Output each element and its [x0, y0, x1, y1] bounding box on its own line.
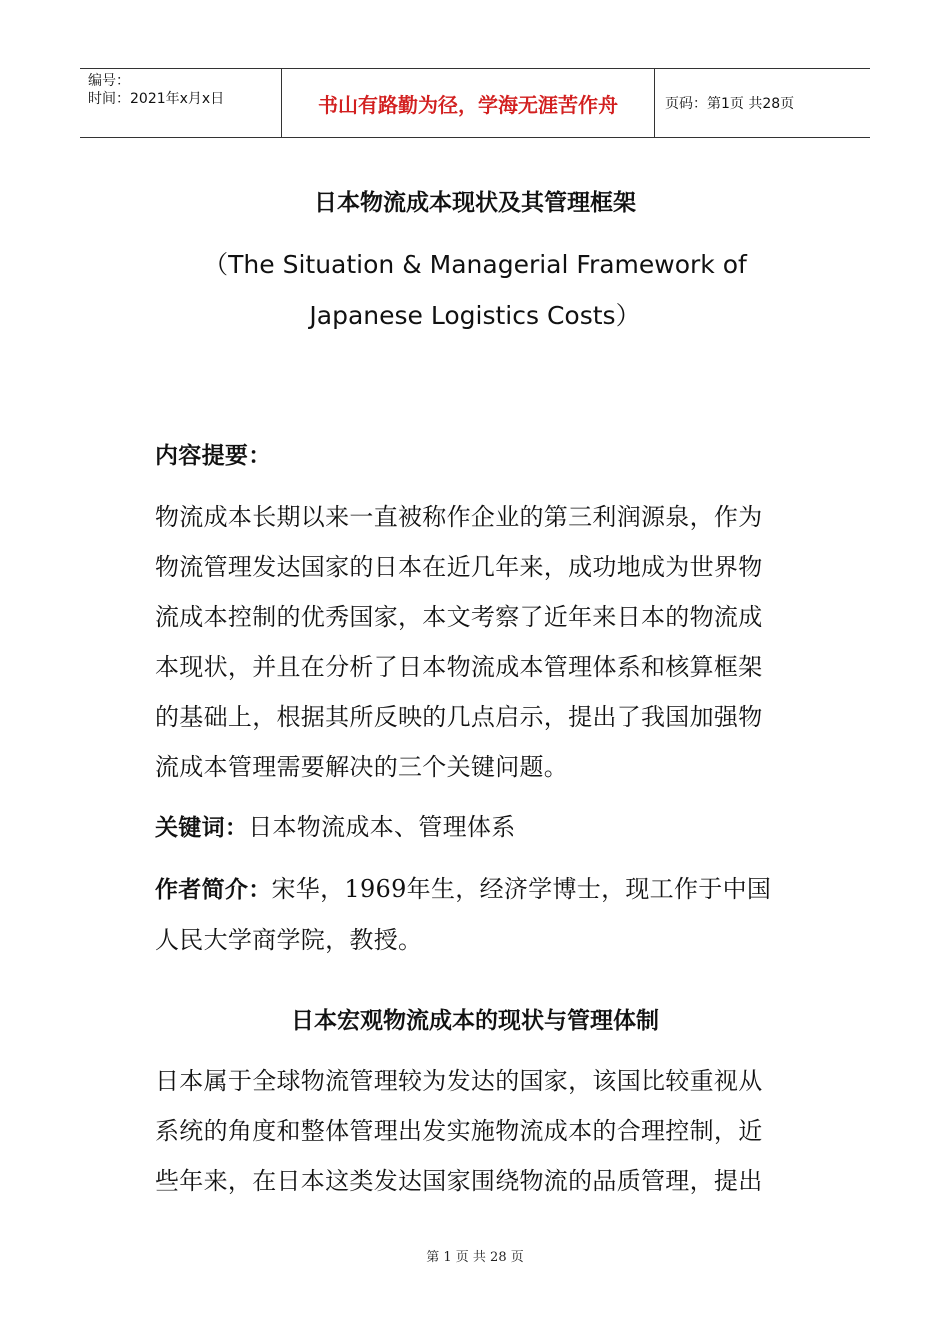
- author-line-2: 人民大学商学院，教授。: [155, 926, 423, 954]
- document-title-chinese: 日本物流成本现状及其管理框架: [314, 190, 636, 216]
- author-label: 作者简介：: [155, 877, 272, 903]
- header-page-info: 页码：第1页 共28页: [665, 96, 795, 112]
- abstract-label: [155, 430, 805, 481]
- header-motto-cell: [282, 69, 655, 137]
- keywords-line: [155, 802, 805, 853]
- header-date-label: 时间：2021年x月x日: [88, 91, 225, 107]
- header-meta-cell: [80, 69, 282, 137]
- abstract-line: 的基础上，根据其所反映的几点启示，提出了我国加强物: [155, 703, 763, 731]
- header-number-label: 编号：: [88, 73, 130, 89]
- section-line: 些年来，在日本这类发达国家围绕物流的品质管理，提出: [155, 1167, 763, 1195]
- keywords-label: 关键词：: [155, 815, 249, 841]
- page-footer: 第 1 页 共 28 页: [426, 1250, 524, 1265]
- abstract-body: [155, 492, 805, 792]
- abstract-line: 流成本管理需要解决的三个关键问题。: [155, 753, 569, 781]
- section-body: [155, 1056, 805, 1206]
- author-block: [155, 864, 805, 965]
- document-title-english-line2: Japanese Logistics Costs）: [309, 301, 641, 330]
- author-line-1: [155, 864, 805, 915]
- section-line: 系统的角度和整体管理出发实施物流成本的合理控制，近: [155, 1117, 763, 1145]
- keywords-text: 日本物流成本、管理体系: [248, 813, 516, 841]
- header-page-cell: [655, 69, 870, 137]
- section-line: 日本属于全球物流管理较为发达的国家，该国比较重视从: [155, 1067, 763, 1095]
- document-title-english-line1: （The Situation & Managerial Framework of: [203, 250, 747, 279]
- author-text-1: 宋华，1969年生，经济学博士，现工作于中国: [271, 875, 772, 903]
- section-title: 日本宏观物流成本的现状与管理体制: [291, 1008, 659, 1034]
- header-motto: 书山有路勤为径，学海无涯苦作舟: [318, 92, 618, 117]
- abstract-line: 物流管理发达国家的日本在近几年来，成功地成为世界物: [155, 553, 763, 581]
- abstract-line: 流成本控制的优秀国家，本文考察了近年来日本的物流成: [155, 603, 763, 631]
- page-header-table: [80, 68, 870, 138]
- abstract-line: 本现状，并且在分析了日本物流成本管理体系和核算框架: [155, 653, 763, 681]
- abstract-label-text: 内容提要：: [155, 443, 272, 469]
- abstract-line: 物流成本长期以来一直被称作企业的第三利润源泉，作为: [155, 503, 763, 531]
